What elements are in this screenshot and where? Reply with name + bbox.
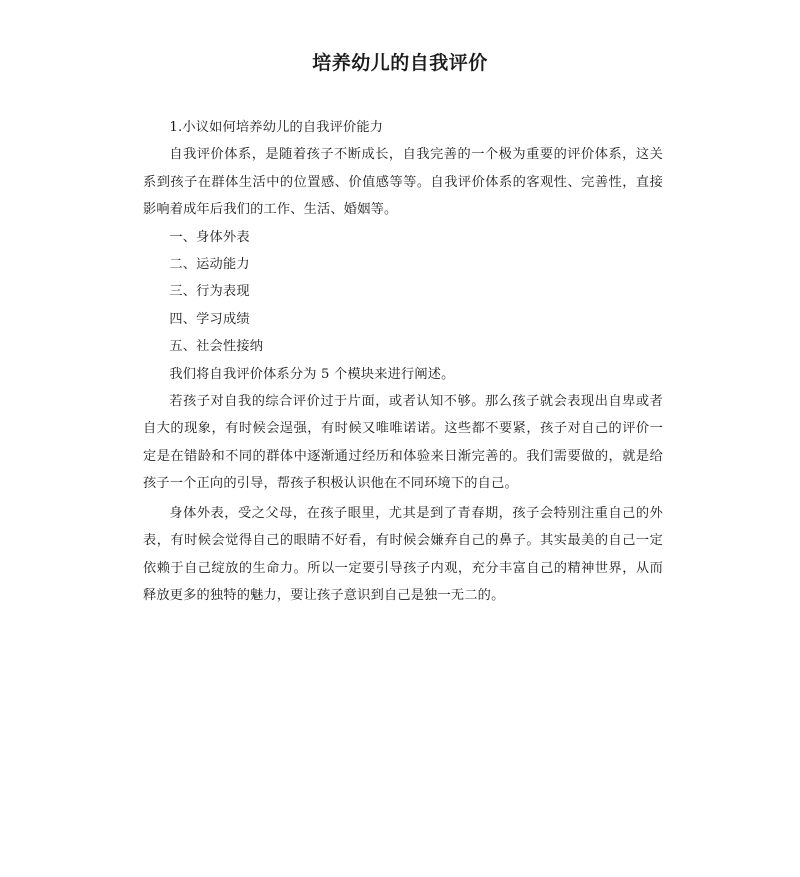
list-item: 二、运动能力 (169, 257, 250, 273)
paragraph: 若孩子对自我的综合评价过于片面，或者认知不够。那么孩子就会表现出自卑或者自大的现象，有时候会逞强，有时候又唯唯诺诺。这些都不要紧，孩子对自己的评价一定是在错龄和不同的群体中逐渐通过经历和体验来日渐完善的。我们需要做的，就是给孩子一个正向的引导，帮孩子积极认识他在不同环境下的自己。 (143, 394, 663, 492)
paragraph-heading: 1.小议如何培养幼儿的自我评价能力 (169, 120, 384, 135)
document-title: 培养幼儿的自我评价 (312, 52, 488, 74)
paragraph: 我们将自我评价体系分为 5 个模块来进行阐述。 (169, 366, 455, 382)
paragraph: 自我评价体系，是随着孩子不断成长，自我完善的一个极为重要的评价体系，这关系到孩子在群体生活中的位置感、价值感等等。自我评价体系的客观性、完善性，直接影响着成年后我们的工作、生活、婚姻等。 (143, 147, 663, 218)
list-item: 五、社会性接纳 (169, 339, 264, 355)
document-body (143, 114, 663, 609)
list-item: 一、身体外表 (169, 229, 250, 245)
list-item: 四、学习成绩 (169, 311, 250, 327)
list-item: 三、行为表现 (169, 284, 250, 300)
paragraph: 身体外表，受之父母，在孩子眼里，尤其是到了青春期，孩子会特别注重自己的外表，有时候会觉得自己的眼睛不好看，有时候会嫌弃自己的鼻子。其实最美的自己一定依赖于自己绽放的生命力。所以一定要引导孩子内观，充分丰富自己的精神世界，从而释放更多的独特的魅力，要让孩子意识到自己是独一无二的。 (143, 505, 663, 603)
